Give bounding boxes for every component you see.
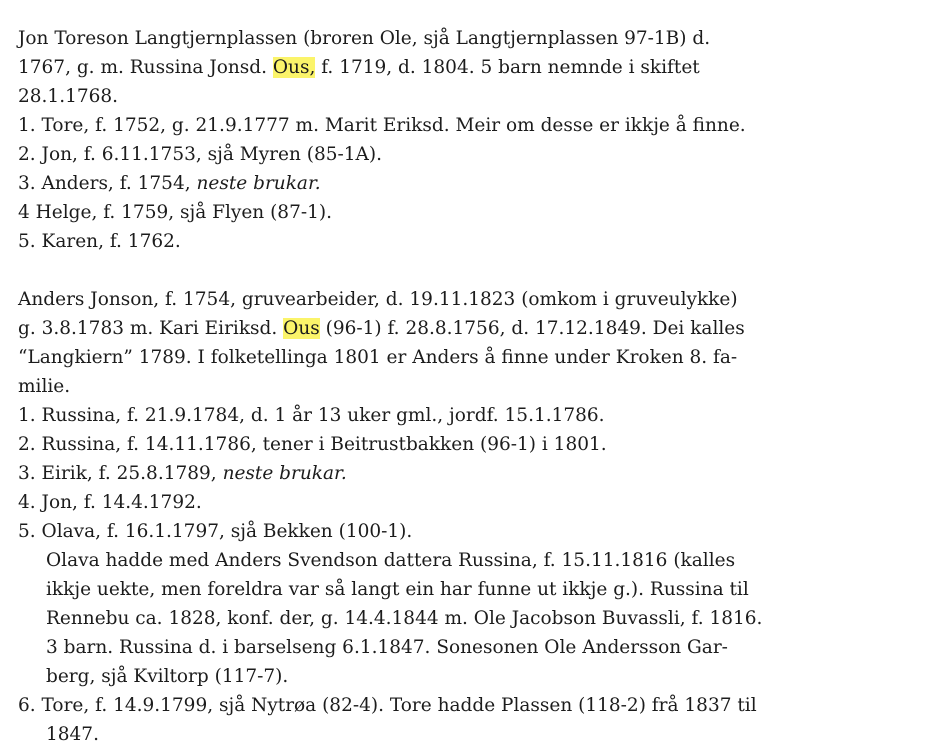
text-run: 5. Karen, f. 1762. [18, 231, 181, 252]
list-item [18, 169, 898, 198]
list-item-line [18, 111, 898, 140]
text-run: 3. Anders, f. 1754, [18, 173, 197, 194]
family-entry-anders-jonson [18, 285, 898, 749]
text-run: 28.1.1768. [18, 86, 119, 107]
text-run: (96-1) f. 28.8.1756, d. 17.12.1849. Dei kalles [319, 318, 745, 339]
text-run: berg, sjå Kviltorp (117-7). [46, 666, 289, 687]
text-run: 3 barn. Russina d. i barselseng 6.1.1847. Sonesonen Ole Andersson Gar- [46, 637, 728, 658]
entry-header-line [18, 82, 898, 111]
list-item [18, 198, 898, 227]
list-item-line [18, 691, 898, 720]
text-run: g. 3.8.1783 m. Kari Eiriksd. [18, 318, 284, 339]
list-item-continuation [18, 720, 898, 749]
list-item [18, 227, 898, 256]
text-run: 3. Eirik, f. 25.8.1789, [18, 463, 223, 484]
list-item-line [18, 140, 898, 169]
list-item-line [18, 198, 898, 227]
italic-text: neste brukar. [196, 173, 321, 194]
list-item [18, 430, 898, 459]
list-item [18, 111, 898, 140]
text-run: Olava hadde med Anders Svendson dattera Russina, f. 15.11.1816 (kalles [46, 550, 736, 571]
italic-text: neste brukar. [222, 463, 347, 484]
list-item [18, 517, 898, 691]
list-item [18, 488, 898, 517]
list-item-continuation [18, 633, 898, 662]
text-run: Anders Jonson, f. 1754, gruvearbeider, d. 19.11.1823 (omkom i gruveulykke) [18, 289, 738, 310]
list-item-continuation [18, 662, 898, 691]
text-run: 1. Russina, f. 21.9.1784, d. 1 år 13 uker gml., jordf. 15.1.1786. [18, 405, 605, 426]
list-item-continuation [18, 575, 898, 604]
text-run: milie. [18, 376, 71, 397]
list-item-line [18, 488, 898, 517]
entry-header-line [18, 24, 898, 53]
text-run: 5. Olava, f. 16.1.1797, sjå Bekken (100-1). [18, 521, 413, 542]
text-run: ikkje uekte, men foreldra var så langt ein har funne ut ikkje g.). Russina til [46, 579, 749, 600]
list-item-line [18, 517, 898, 546]
list-item-line [18, 227, 898, 256]
entry-header-line [18, 372, 898, 401]
highlighted-word: Ous [283, 318, 320, 339]
text-run: 1767, g. m. Russina Jonsd. [18, 57, 273, 78]
list-item-line [18, 401, 898, 430]
text-run: 1847. [46, 724, 99, 745]
text-run: “Langkiern” 1789. I folketellinga 1801 er Anders å finne under Kroken 8. fa- [18, 347, 738, 368]
list-item-continuation [18, 604, 898, 633]
entry-header-line [18, 343, 898, 372]
text-run: Jon Toreson Langtjernplassen (broren Ole, sjå Langtjernplassen 97-1B) d. [18, 28, 711, 49]
list-item-line [18, 459, 898, 488]
text-run: 6. Tore, f. 14.9.1799, sjå Nytrøa (82-4). Tore hadde Plassen (118-2) frå 1837 til [18, 695, 757, 716]
text-run: 2. Russina, f. 14.11.1786, tener i Beitrustbakken (96-1) i 1801. [18, 434, 607, 455]
list-item [18, 459, 898, 488]
family-entry-jon-toreson [18, 24, 898, 256]
text-run: 4 Helge, f. 1759, sjå Flyen (87-1). [18, 202, 332, 223]
highlighted-word: Ous, [272, 57, 316, 78]
entry-header-line [18, 285, 898, 314]
list-item [18, 140, 898, 169]
text-run: 1. Tore, f. 1752, g. 21.9.1777 m. Marit Eriksd. Meir om desse er ikkje å finne. [18, 115, 746, 136]
list-item [18, 401, 898, 430]
list-item-continuation [18, 546, 898, 575]
text-run: 2. Jon, f. 6.11.1753, sjå Myren (85-1A). [18, 144, 382, 165]
list-item [18, 691, 898, 749]
text-run: f. 1719, d. 1804. 5 barn nemnde i skiftet [315, 57, 700, 78]
entry-header-line [18, 53, 898, 82]
text-run: 4. Jon, f. 14.4.1792. [18, 492, 202, 513]
text-run: Rennebu ca. 1828, konf. der, g. 14.4.1844 m. Ole Jacobson Buvassli, f. 1816. [46, 608, 763, 629]
list-item-line [18, 169, 898, 198]
list-item-line [18, 430, 898, 459]
entry-header-line [18, 314, 898, 343]
